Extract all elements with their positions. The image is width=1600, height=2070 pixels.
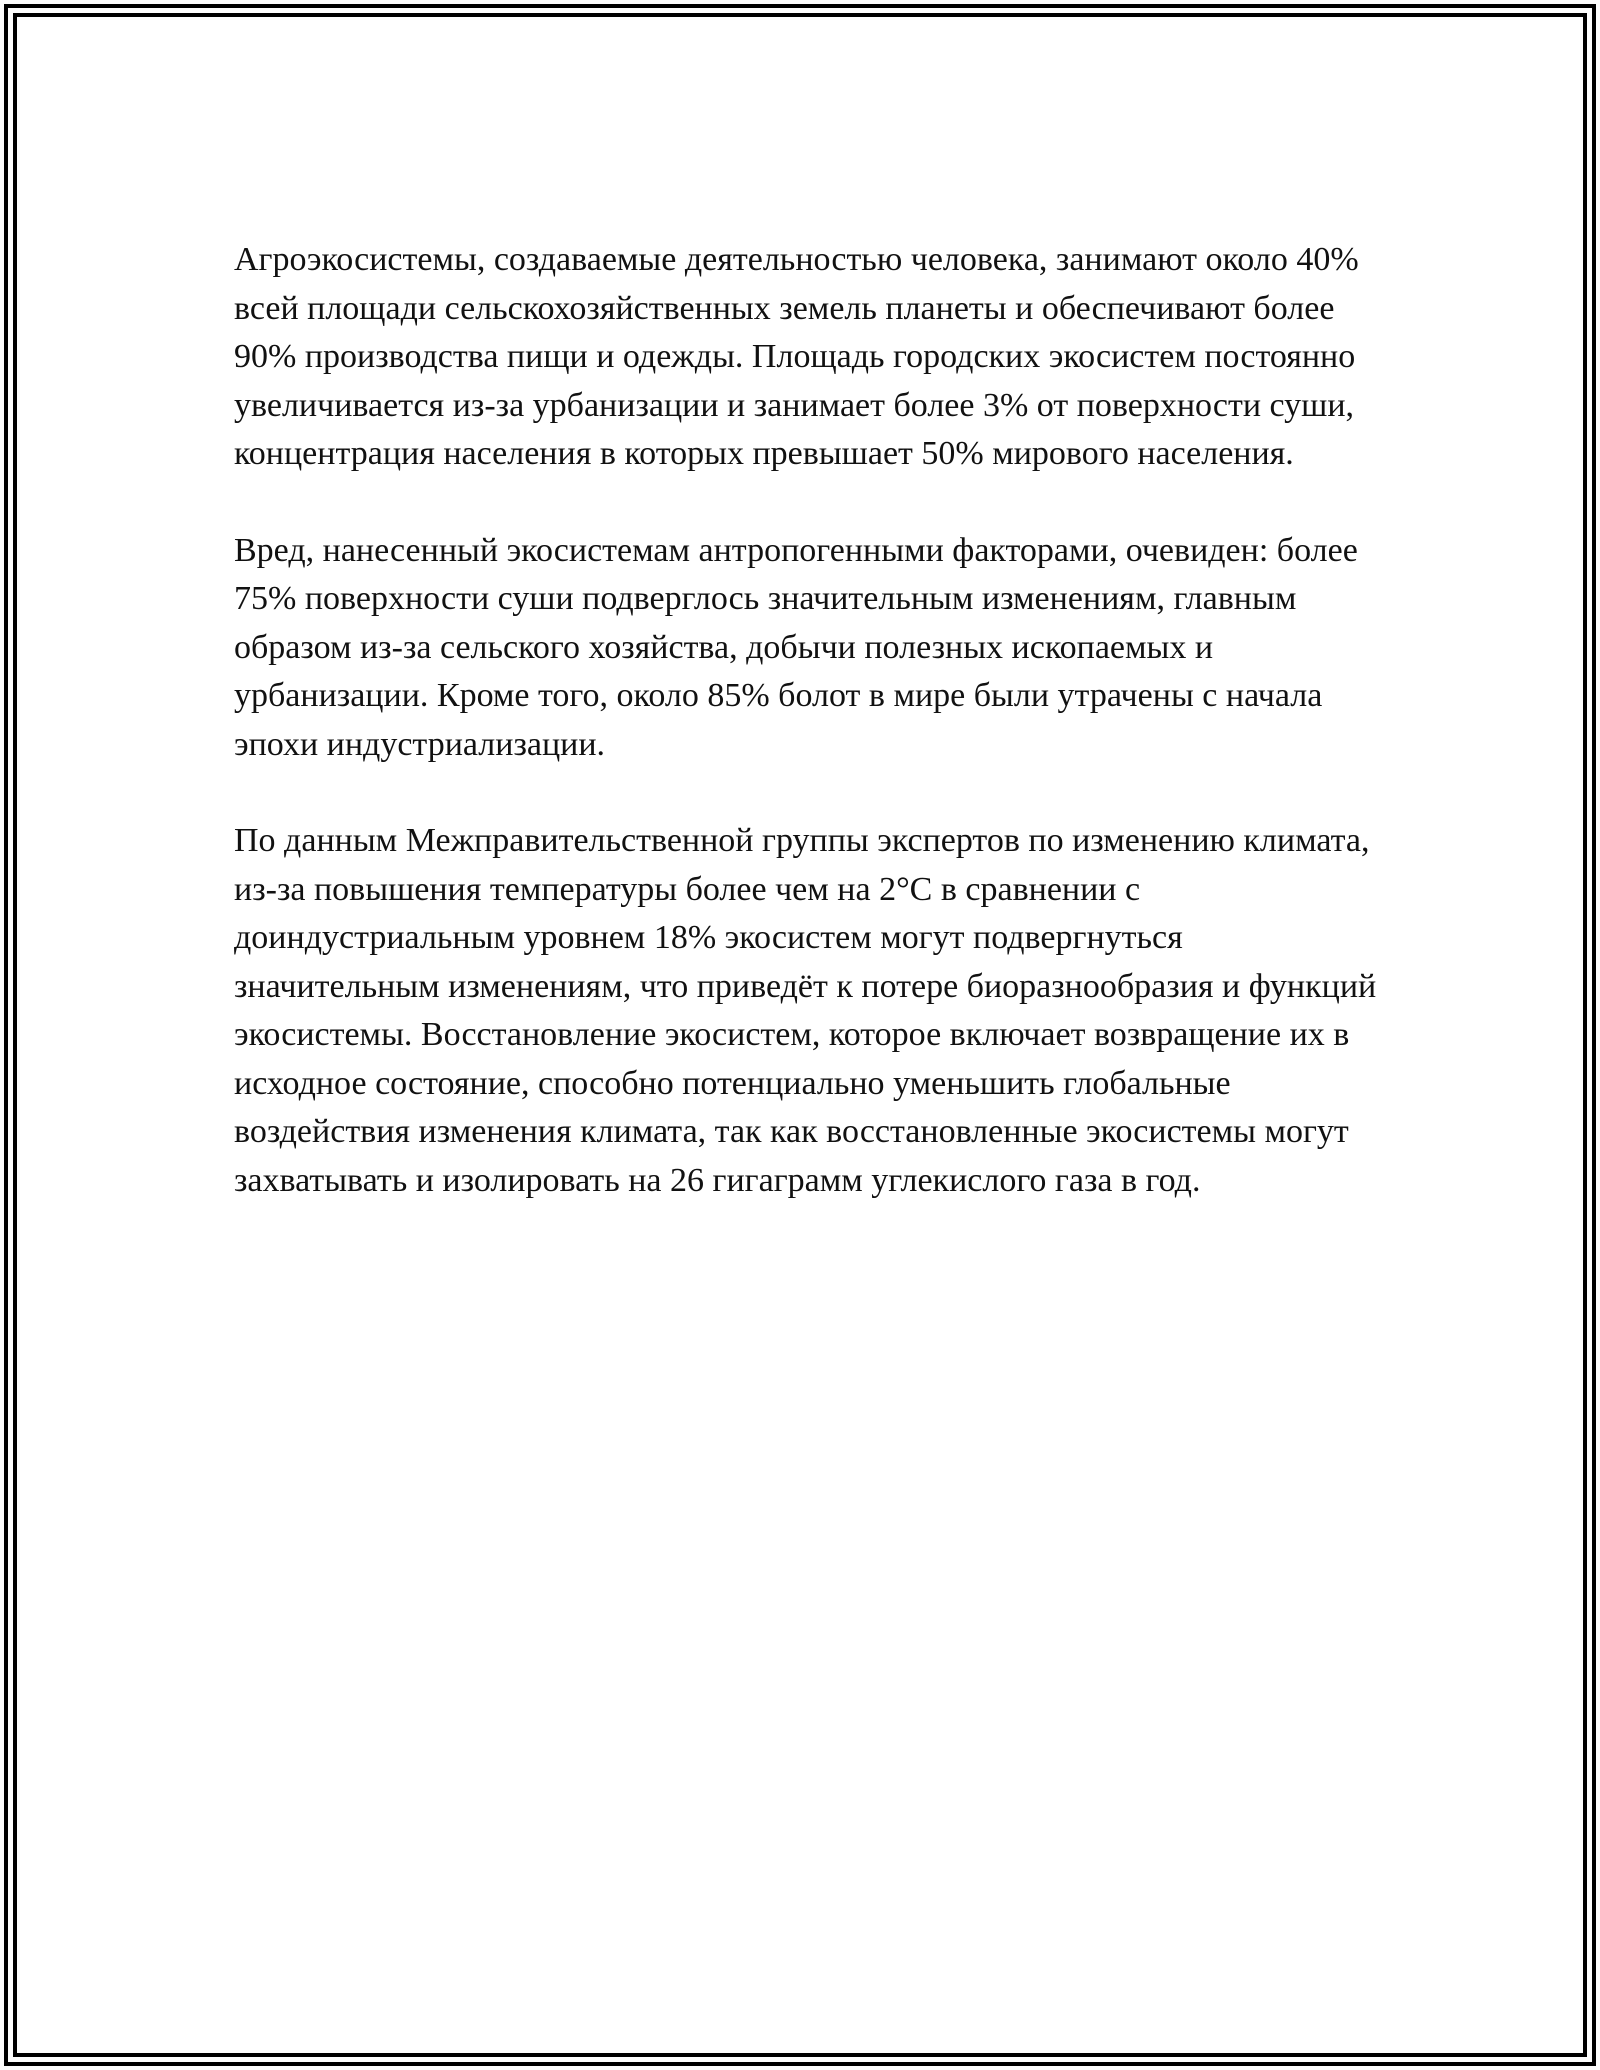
document-body	[234, 236, 1384, 1253]
paragraph-climate-change: По данным Межправительственной группы экспертов по изменению климата, из-за повышения температуры более чем на 2°C в сравнении с доиндустриальным уровнем 18% экосистем могут подвергнуться значительным изменениям, что приведёт к потере биоразнообразия и функций экосистемы. Восстановление экосистем, которое включает возвращение их в исходное состояние, способно потенциально уменьшить глобальные воздействия изменения климата, так как восстановленные экосистемы могут захватывать и изолировать на 26 гигаграмм углекислого газа в год.	[234, 822, 1377, 1199]
paragraph-agroecosystems: Агроэкосистемы, создаваемые деятельностью человека, занимают около 40% всей площади сельскохозяйственных земель планеты и обеспечивают более 90% производства пищи и одежды. Площадь городских экосистем постоянно увеличивается из-за урбанизации и занимает более 3% от поверхности суши, концентрация населения в которых превышает 50% мирового населения.	[234, 241, 1359, 472]
paragraph-ecosystem-damage: Вред, нанесенный экосистемам антропогенными факторами, очевиден: более 75% поверхности суши подверглось значительным изменениям, главным образом из-за сельского хозяйства, добычи полезных ископаемых и урбанизации. Кроме того, около 85% болот в мире были утрачены с начала эпохи индустриализации.	[234, 531, 1358, 763]
